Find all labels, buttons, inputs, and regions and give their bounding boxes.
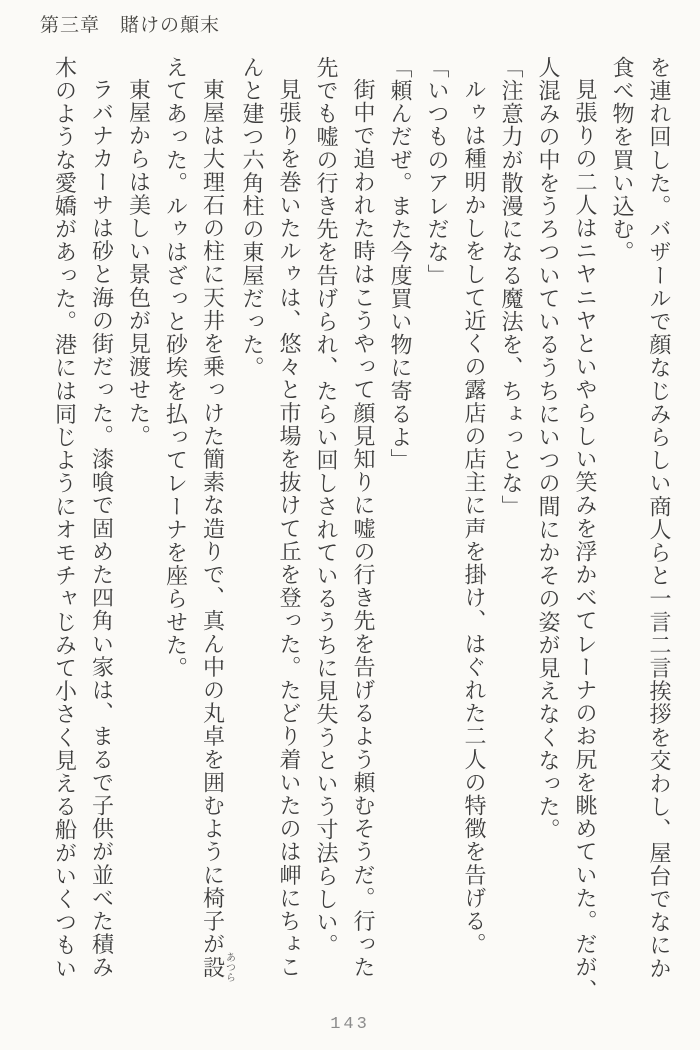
text-column: 「注意力が散漫になる魔法を、ちょっとな」 — [499, 56, 524, 518]
page-number: 143 — [330, 1015, 370, 1034]
text-column: 街中で追われた時はこうやって顔見知りに嘘の行き先を告げるよう頼むそうだ。行った — [351, 78, 376, 979]
text-column: ルゥは種明かしをして近くの露店の店主に声を掛け、はぐれた二人の特徴を告げる。 — [462, 78, 487, 956]
text-column: 食べ物を買い込む。 — [610, 56, 635, 264]
text-column: 人混みの中をうろついているうちにいつの間にかその姿が見えなくなった。 — [536, 56, 561, 842]
furigana-ruby: 設あつら — [200, 952, 235, 983]
text-column: 木のような愛嬌があった。港には同じようにオモチャじみて小さく見える船がいくつもい — [52, 56, 78, 980]
text-column: 東屋からは美しい景色が見渡せた。 — [126, 78, 152, 448]
text-column: 「いつものアレだな」 — [425, 56, 450, 287]
text-column: えてあった。ルゥはざっと砂埃を払ってレーナを座らせた。 — [163, 56, 189, 680]
chapter-header: 第三章 賭けの顛末 — [40, 15, 221, 36]
text-column: 「頼んだぜ。また今度買い物に寄るよ」 — [388, 56, 413, 472]
text-column: 見張りを巻いたルゥは、悠々と市場を抜けて丘を登った。たどり着いたのは岬にちょこ — [277, 78, 302, 979]
text-column: 見張りの二人はニヤニヤといやらしい笑みを浮かべてレーナのお尻を眺めていた。だが、 — [573, 78, 598, 1002]
text-column: ラバナカーサは砂と海の街だった。漆喰で固めた四角い家は、まるで子供が並べた積み — [89, 78, 115, 979]
text-column: 東屋は大理石の柱に天井を乗っけた簡素な造りで、真ん中の丸卓を囲むように椅子が設あつら — [200, 78, 235, 983]
text-column: 先でも嘘の行き先を告げられ、たらい回しされているうちに見失うという寸法らしい。 — [314, 56, 339, 957]
text-column: を連れ回した。バザールで顔なじみらしい商人らと一言二言挨拶を交わし、屋台でなにか — [647, 56, 672, 980]
text-column: んと建つ六角柱の東屋だった。 — [240, 56, 265, 380]
vertical-text-block — [44, 56, 678, 1002]
